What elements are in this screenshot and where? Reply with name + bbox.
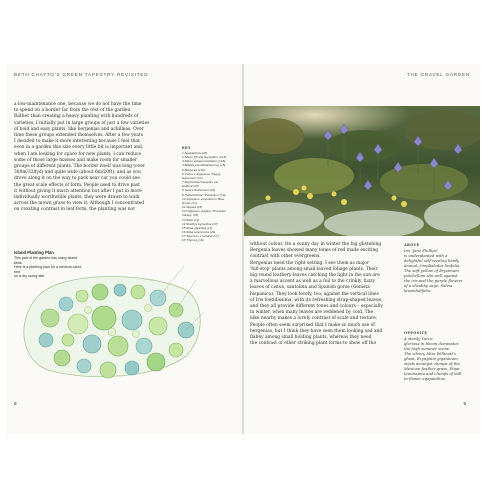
text-line: I decided to make it more interesting because I feel that [14,139,140,145]
key-item: 6 Cistus x argenteus 'Peggy [182,171,221,176]
caption-line: on a dry sunny site. [14,274,46,279]
text-line: when I am looking for space for new plants, I can reduce [14,151,142,157]
key-item: Arrow' (x1) [182,200,197,205]
key-item: wulfenii (x3) [182,184,199,189]
text-line: on creating contrast in leaf form, the planting was not [14,207,135,213]
text-line: even in a garden this size every little bit is important and, [14,145,144,151]
text-line: bergenias, but I think they have seen them looking sad and [250,328,383,334]
caption-line: A sturdy Yucca [404,336,433,341]
text-line: leaves of cistus, santolina and Spanish gorse (Genista [250,285,370,291]
text-line: Rather than creating a heavy planting with hundreds of [14,114,139,120]
text-line: it without giving it much attention but after I put in more [14,188,142,194]
right-page-number: 9 [463,401,466,406]
caption-line: seeds amongst clumps of the [404,361,460,366]
text-line: hispanica). They look lovely, too, against the vertical lines [250,291,379,297]
text-line: Bergenias need the right setting. I see them as major [250,260,370,266]
caption-line: annual, Omphalodes linifolia. [404,263,461,268]
key-item: 10 Juniperus scopulorum 'Blue [182,196,225,201]
key-item: 13 Salix (x1) [182,217,200,222]
text-line: drove along it on the way to park near car you could see [14,176,140,182]
left-page-number: 8 [14,401,17,406]
text-line: across the mown grass to view it. Although I concentrated [14,201,145,207]
photo-caption-opposite [404,330,474,381]
text-line: bike nearby makes a lovely contrast of scale and texture. [250,316,378,322]
text-line: to spend on a border far from the rest of the garden. [14,108,132,114]
caption-label: ABOVE [404,243,420,247]
caption-line: The soft yellow of Erysimum [404,268,459,273]
text-line: some of those large masses and make room for smaller [14,157,137,163]
text-line: without colour. On a sunny day in winter the big glistening [250,242,382,247]
caption-label: OPPOSITE [404,331,428,335]
island-planting-plan-illustration [8,260,208,386]
text-line: People often seem surprised that I make so much use of [250,322,375,328]
text-line: and they all provide different tones and colours – especially [250,304,383,310]
key-item: 12 Origanum vulgare 'Thumbles [182,209,226,214]
text-line: big round leathery leaves catching the light in the sun are [250,273,380,279]
caption-line: of a shrubby sage, Salvia [404,283,453,288]
caption-line: to-flower agapanthus. [404,376,447,381]
key-item: Variety' (x5) [182,213,199,218]
text-line: a marvellous accent as well as a foil to the crinkly, fuzzy [250,279,376,285]
key-title: KEY [182,146,191,150]
caption-line: This part of the garden has many island beds. [14,256,78,265]
caption-line: The silvery Miss Willmott's [404,351,456,356]
caption-line: Iris 'Jane Phillips' [404,248,438,253]
key-item: 2 Allium 'Purple Sensation' (x15) [182,155,227,160]
text-line: contrast with other evergreens. [250,254,321,260]
left-body-text [14,102,176,214]
text-line: 300m/328yd) and quite wide (about 6m/20ft), and as you [14,170,141,176]
caption-line: the high summer scene. [404,346,451,351]
caption-line: pulchellum sits well against [404,273,458,278]
caption-line: delightful self-seeding hardy [404,258,460,263]
key-item: 15 Stipa gigantea (x1) [182,225,213,230]
caption-line: Here is a planting plan for a medium-sized bed [14,265,82,274]
left-page [6,64,242,434]
plan-title: Island Planting Plan [14,250,54,255]
key-item: 9 Helictotrichon 'Pendulum' (x3) [182,192,226,197]
caption-line: ghost, Eryngium giganteum, [404,356,459,361]
key-item: 7 Euphorbia characias var. [182,180,219,185]
key-item: 11 Nepeta (x5) [182,205,203,210]
text-line: of Iris foetidissima, with its refreshing strap-shaped leaves, [250,297,383,303]
text-line: in winter, when many leaves are reddened by cold. The [250,310,374,316]
left-running-head: BETH CHATTO'S GREEN TAPESTRY REVISITED [14,72,149,77]
key-item: 3 Allium sphaerocephalon (x15) [182,159,226,164]
caption-line: the iris and the purple flowers [404,278,463,283]
text-line: the contrast of other striking plant forms to show off the [250,341,377,347]
text-line: groups of different plants. The border itself was long (over [14,164,145,170]
caption-line: tenuissima and clumps of still- [404,371,463,376]
plant-key [182,146,240,242]
text-line: 'full-stop' plants among small-leaved foliage plants. Their [250,266,378,272]
caption-line: Mexican feather grass, Stipa [404,366,460,371]
right-body-text [250,242,398,347]
right-running-head: THE GRAVEL GARDEN [406,72,470,77]
text-line: Bergenia leaves showed many tones of red made exciting [250,248,379,254]
key-item: 5 Bergenia (x10) [182,167,205,172]
book-spread [6,64,480,434]
photo-caption-above [404,242,474,293]
key-item: 4 Ballota pseudodictamnus (x5) [182,163,226,168]
text-line: individually worthwhile plants, they were drawn to walk [14,195,140,201]
key-item: Sammons' (x1) [182,175,203,180]
text-line: a low-maintenance one, because we do not have the time [14,102,142,107]
caption-line: lavandulifolia. [404,288,432,293]
key-item: 1 Agapanthus (x5) [182,151,208,155]
text-line: of bold and easy plants, like bergenias and achilleas. Over [14,126,144,132]
text-line: time these groups extended themselves. After a few years [14,133,144,139]
key-item: 16 Stipa tenuissima (x9) [182,229,216,234]
text-line: the great scale effects of form. People used to drive past [14,182,140,188]
caption-line: is underplanted with a [404,253,448,258]
garden-photograph [244,106,480,236]
text-line: varieties, I initially put in large groups of just a few varieties [14,120,150,126]
text-line: flabby among small holding plants, whereas they need [250,335,372,341]
key-item: 14 Stachys byzantina (x7) [182,221,218,226]
caption-line: gloriosa in bloom dominates [404,341,459,346]
key-item: 8 Gaura lindheimeri (x3) [182,188,216,193]
key-item: 17 Teucrium x lucidrys (x7) [182,234,219,239]
key-item: 18 Thymus (x9) [182,238,204,243]
right-page [244,64,480,434]
